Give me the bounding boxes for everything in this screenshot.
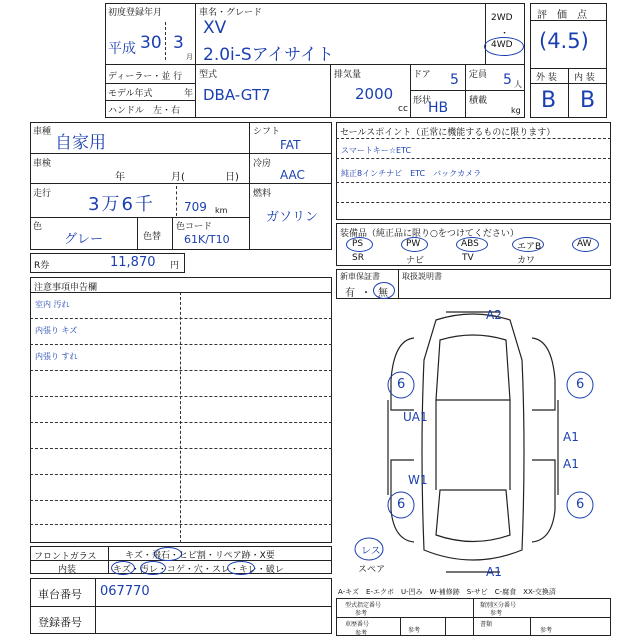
windshield-chip-circle <box>154 547 182 561</box>
interior-rub-circle <box>227 561 255 575</box>
car-name-label: 車名・グレード <box>199 8 263 18</box>
color-value: グレー <box>64 232 104 247</box>
capacity-unit: 人 <box>514 80 522 89</box>
grade-text: 2.0i-Sアイサイト <box>203 45 334 65</box>
equip-abs: ABS <box>461 239 479 249</box>
equip-ps: PS <box>352 239 364 249</box>
note-line-2: 内張り キズ <box>35 326 78 335</box>
interior-scratch-circle <box>111 561 135 575</box>
shape-label: 形状 <box>413 96 432 106</box>
mileage-value: 3万6千 <box>88 194 155 215</box>
recycle-label: R券 <box>34 261 50 271</box>
model-code: DBA-GT7 <box>203 86 271 104</box>
damage-legend: A-キズ E-エクボ U-凹み W-補修跡 S-サビ C-腐食 XX-交換済 <box>338 588 556 596</box>
diag-front-left: 6 <box>397 377 406 392</box>
capacity-value: 5 <box>503 72 512 88</box>
warranty-yes: 有 <box>345 288 355 299</box>
diag-right-mid-2: A1 <box>563 457 579 471</box>
inspection-year: 年 <box>115 172 125 183</box>
drive-dot: ・ <box>500 29 510 39</box>
sales-points-label: セールスポイント（正常に機能するものに限ります） <box>340 128 556 138</box>
note-line-1: 室内 汚れ <box>35 300 70 309</box>
manual-label: 取扱説明書 <box>402 272 442 281</box>
sales-point-line-2: 純正8インチナビ ETC バックカメラ <box>341 169 482 178</box>
type-value: 自家用 <box>55 133 106 153</box>
reg-month: 3 <box>173 33 184 53</box>
equip-tv: TV <box>462 253 474 263</box>
exterior-grade: B <box>541 88 557 113</box>
color-label: 色 <box>33 222 43 232</box>
km-unit: km <box>215 206 228 215</box>
notes-label: 注意事項申告欄 <box>34 283 98 293</box>
cc-unit: cc <box>398 104 408 114</box>
new-car-warranty-label: 新車保証書 <box>340 272 380 281</box>
drive-4wd: 4WD <box>491 40 513 50</box>
windshield-text: キズ・飛石・ヒビ割・リペア跡・X要 <box>125 551 275 561</box>
inspection-day: 日) <box>225 172 239 183</box>
mileage-label: 走行 <box>33 189 52 199</box>
interior-dirt-circle <box>140 561 166 575</box>
shape-value: HB <box>428 100 449 116</box>
color-code-value: 61K/T10 <box>184 233 230 246</box>
ac-value: AAC <box>280 168 305 182</box>
chassis-value: 067770 <box>100 584 150 599</box>
interior-cond-text: キズ・汚レ・コゲ・穴・スレ・キレ・破レ <box>113 565 284 575</box>
ref-label-1: 型式指定番号 <box>345 602 382 609</box>
equip-sr: SR <box>352 253 364 263</box>
ref-label-4: 参考 <box>490 610 503 617</box>
equip-aw: AW <box>577 239 592 249</box>
interior-cond-label: 内装 <box>58 565 77 575</box>
warranty-no: 無 <box>378 288 388 299</box>
equip-pw: PW <box>406 239 421 249</box>
reg-year: 30 <box>140 33 162 53</box>
exterior-label: 外 装 <box>536 73 557 83</box>
interior-label: 内 装 <box>574 73 595 83</box>
ref-label-2: 類別区分番号 <box>480 602 517 609</box>
ref-label-3: 参考 <box>355 610 368 617</box>
diag-rear-left: 6 <box>397 497 406 512</box>
notes-box <box>30 277 332 543</box>
inspection-month: 月( <box>171 172 185 183</box>
mileage-sub: 709 <box>184 200 207 214</box>
equipment-label: 装備品（純正品に限り○をつけてください） <box>340 229 519 239</box>
reg-date-label: 初度登録年月 <box>108 8 163 18</box>
recycle-box <box>30 253 185 273</box>
displacement-value: 2000 <box>355 85 394 103</box>
model-label: 型式 <box>199 70 218 80</box>
month-unit: 月 <box>186 53 193 61</box>
diag-front-right: 6 <box>576 377 585 392</box>
diag-rear-right: 6 <box>576 497 585 512</box>
diag-right-mid-1: A1 <box>563 430 579 444</box>
equip-airbag: エアB <box>517 242 542 252</box>
ref-label-5: 車歴番号 <box>345 621 370 628</box>
ref-label-6: 参考 <box>355 630 368 637</box>
equip-leather: カワ <box>517 256 536 266</box>
sales-point-line-1: スマートキー☆ETC <box>341 146 412 155</box>
diag-left-rear-label: W1 <box>408 473 428 487</box>
color-change-label: 色替 <box>143 232 162 242</box>
model-year-unit: 年 <box>184 89 194 99</box>
handle-label: ハンドル 左・右 <box>108 106 181 116</box>
diag-left-mid: UA1 <box>403 410 428 424</box>
model-year-label: モデル年式 <box>108 89 153 99</box>
door-value: 5 <box>450 72 459 88</box>
ref-label-9: 参考 <box>540 627 553 634</box>
equip-navi: ナビ <box>406 256 425 266</box>
kg-unit: kg <box>511 106 521 115</box>
dealer-label: ディーラー・並 行 <box>108 72 183 82</box>
score-label: 評 価 点 <box>537 10 587 21</box>
note-line-3: 内張り すれ <box>35 352 78 361</box>
ac-label: 冷房 <box>253 159 272 169</box>
recycle-amount: 11,870 <box>110 255 156 270</box>
chassis-label: 車台番号 <box>38 588 82 601</box>
ref-label-8: 書類 <box>480 621 493 628</box>
inspection-label: 車検 <box>33 159 52 169</box>
diag-top: A2 <box>486 308 502 322</box>
fuel-value: ガソリン <box>266 210 319 225</box>
spare-label: スペア <box>358 565 386 575</box>
registration-label: 登録番号 <box>38 616 82 629</box>
fuel-label: 燃料 <box>253 189 272 199</box>
shift-value: FAT <box>280 138 301 152</box>
car-name: XV <box>203 18 227 38</box>
windshield-label: フロントガラス <box>34 552 97 562</box>
recycle-unit: 円 <box>170 261 180 271</box>
displacement-label: 排気量 <box>334 70 362 80</box>
load-label: 積載 <box>469 96 488 106</box>
color-code-label: 色コード <box>176 222 213 232</box>
score-value: (4.5) <box>539 29 589 53</box>
diag-bottom: A1 <box>486 565 502 579</box>
spare-status: レス <box>361 546 381 557</box>
type-label: 車種 <box>33 127 52 137</box>
capacity-label: 定員 <box>469 70 488 80</box>
drive-2wd: 2WD <box>491 13 513 23</box>
era-text: 平成 <box>108 41 136 57</box>
interior-grade: B <box>580 88 596 113</box>
ref-label-7: 参考 <box>408 627 421 634</box>
shift-label: シフト <box>253 127 281 137</box>
warranty-dot: ・ <box>361 288 371 299</box>
door-label: ドア <box>413 70 431 80</box>
